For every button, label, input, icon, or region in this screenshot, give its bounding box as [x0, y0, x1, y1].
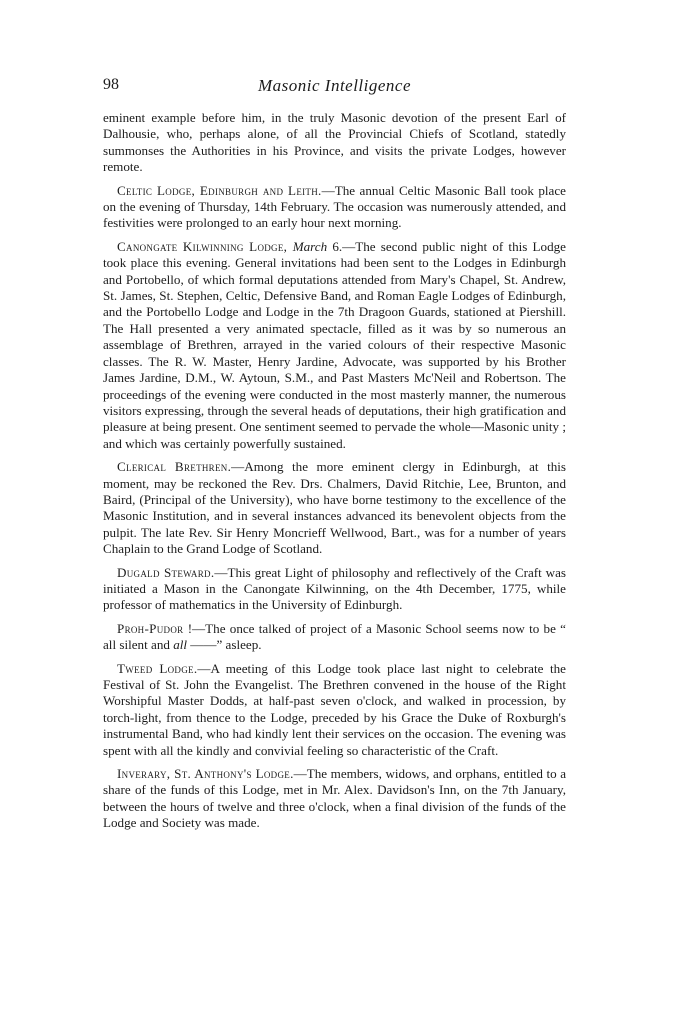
paragraph-p5: [103, 621, 566, 654]
paragraph-p1: [103, 183, 566, 232]
paragraph-heading: Inverary, St. Anthony's Lodge.: [117, 766, 294, 782]
paragraph-p3: [103, 459, 566, 557]
paragraph-text: !—The once talked of project of a Masonic School seems now to be “ all silent and: [103, 620, 566, 653]
paragraph-text: —The members, widows, and orphans, entitled to a share of the funds of this Lodge, met in Mr. Alex. Davidson's Inn, on the 7th January, between the hours of twelve and three o'clock, when a final division of the funds of the Lodge and Society was made.: [103, 766, 567, 831]
paragraph-text: ——” asleep.: [187, 637, 262, 653]
paragraph-p7: [103, 766, 566, 832]
body-text: [103, 110, 566, 832]
running-title: Masonic Intelligence: [257, 76, 412, 95]
paragraph-heading: Dugald Steward.: [117, 564, 215, 580]
paragraph-p4: [103, 565, 566, 614]
paragraph-text: 6.—The second public night of this Lodge took place this evening. General invitations had been sent to the Lodges in Edinburgh and Portobello, of which formal deputations attended from Mary's Chapel, St. Andrew, St. James, St. Stephen, Celtic, Defensive Band, and Roman Eagle Lodges of Edinburgh, and the Portobello Lodge and Lodge in the 7th Dragoon Guards, stationed at Piershill. The Hall presented a very animated spectacle, filled as it was by so numerous an assemblage of Brethren, arrayed in the varied colours of their respective Masonic classes. The R. W. Master, Henry Jardine, Advocate, was supported by his Brother James Jardine, D.M., W. Aytoun, S.M., and Past Masters Mc'Neil and Robertson. The proceedings of the evening were conducted in the most masterly manner, the numerous visitors expressing, through the several heads of deputations, their high gratification and pleasure at being present. One sentiment seemed to pervade the whole—Masonic unity ; and which was certainly powerfully sustained.: [103, 238, 566, 451]
paragraph-heading: Tweed Lodge.: [117, 660, 198, 676]
book-page: [103, 76, 566, 839]
italic-text: all: [173, 637, 188, 653]
paragraph-heading: Proh-Pudor: [117, 620, 184, 636]
page-number: 98: [103, 76, 119, 93]
italic-text: March: [292, 238, 328, 254]
paragraph-p6: [103, 661, 566, 759]
running-head: [103, 76, 566, 100]
paragraph-text: —The annual Celtic Masonic Ball took place on the evening of Thursday, 14th February. The occasion was numerously attended, and festivities were prolonged to an early hour next morning.: [103, 182, 566, 231]
paragraph-heading: Clerical Brethren.: [117, 459, 232, 475]
paragraph-text: —A meeting of this Lodge took place last night to celebrate the Festival of St. John the Evangelist. The Brethren convened in the house of the Right Worshipful Master Dodds, at half-past seven o'clock, and walked in procession, by torch-light, from thence to the Lodge, preceded by his Grace the Duke of Roxburgh's instrumental Band, who had kindly lent their services on the occasion. The evening was spent with all the kindly and convivial feeling so characteristic of the Craft.: [103, 660, 566, 758]
paragraph-p2: [103, 239, 566, 452]
paragraph-heading: Canongate Kilwinning Lodge,: [117, 238, 293, 254]
paragraph-text: —This great Light of philosophy and reflectively of the Craft was initiated a Mason in the Canongate Kilwinning, on the 4th December, 1775, while professor of mathematics in the University of Edinburgh.: [103, 564, 567, 613]
paragraph-text: —Among the more eminent clergy in Edinburgh, at this moment, may be reckoned the Rev. Drs. Chalmers, David Ritchie, Lee, Brunton, and Baird, (Principal of the University), who have borne testimony to the excellence of the Masonic Institution, and in several instances advanced its benevolent objects from the pulpit. The late Rev. Sir Henry Moncrieff Wellwood, Bart., was for a number of years Chaplain to the Grand Lodge of Scotland.: [103, 459, 566, 557]
paragraph-heading: Celtic Lodge, Edinburgh and Leith.: [117, 182, 322, 198]
paragraph-text: eminent example before him, in the truly Masonic devotion of the present Earl of Dalhousie, who, perhaps alone, of all the Provincial Chiefs of Scotland, statedly summonses the Authorities in his Province, and visits the private Lodges, however remote.: [103, 110, 566, 175]
paragraph-p0: [103, 110, 566, 176]
